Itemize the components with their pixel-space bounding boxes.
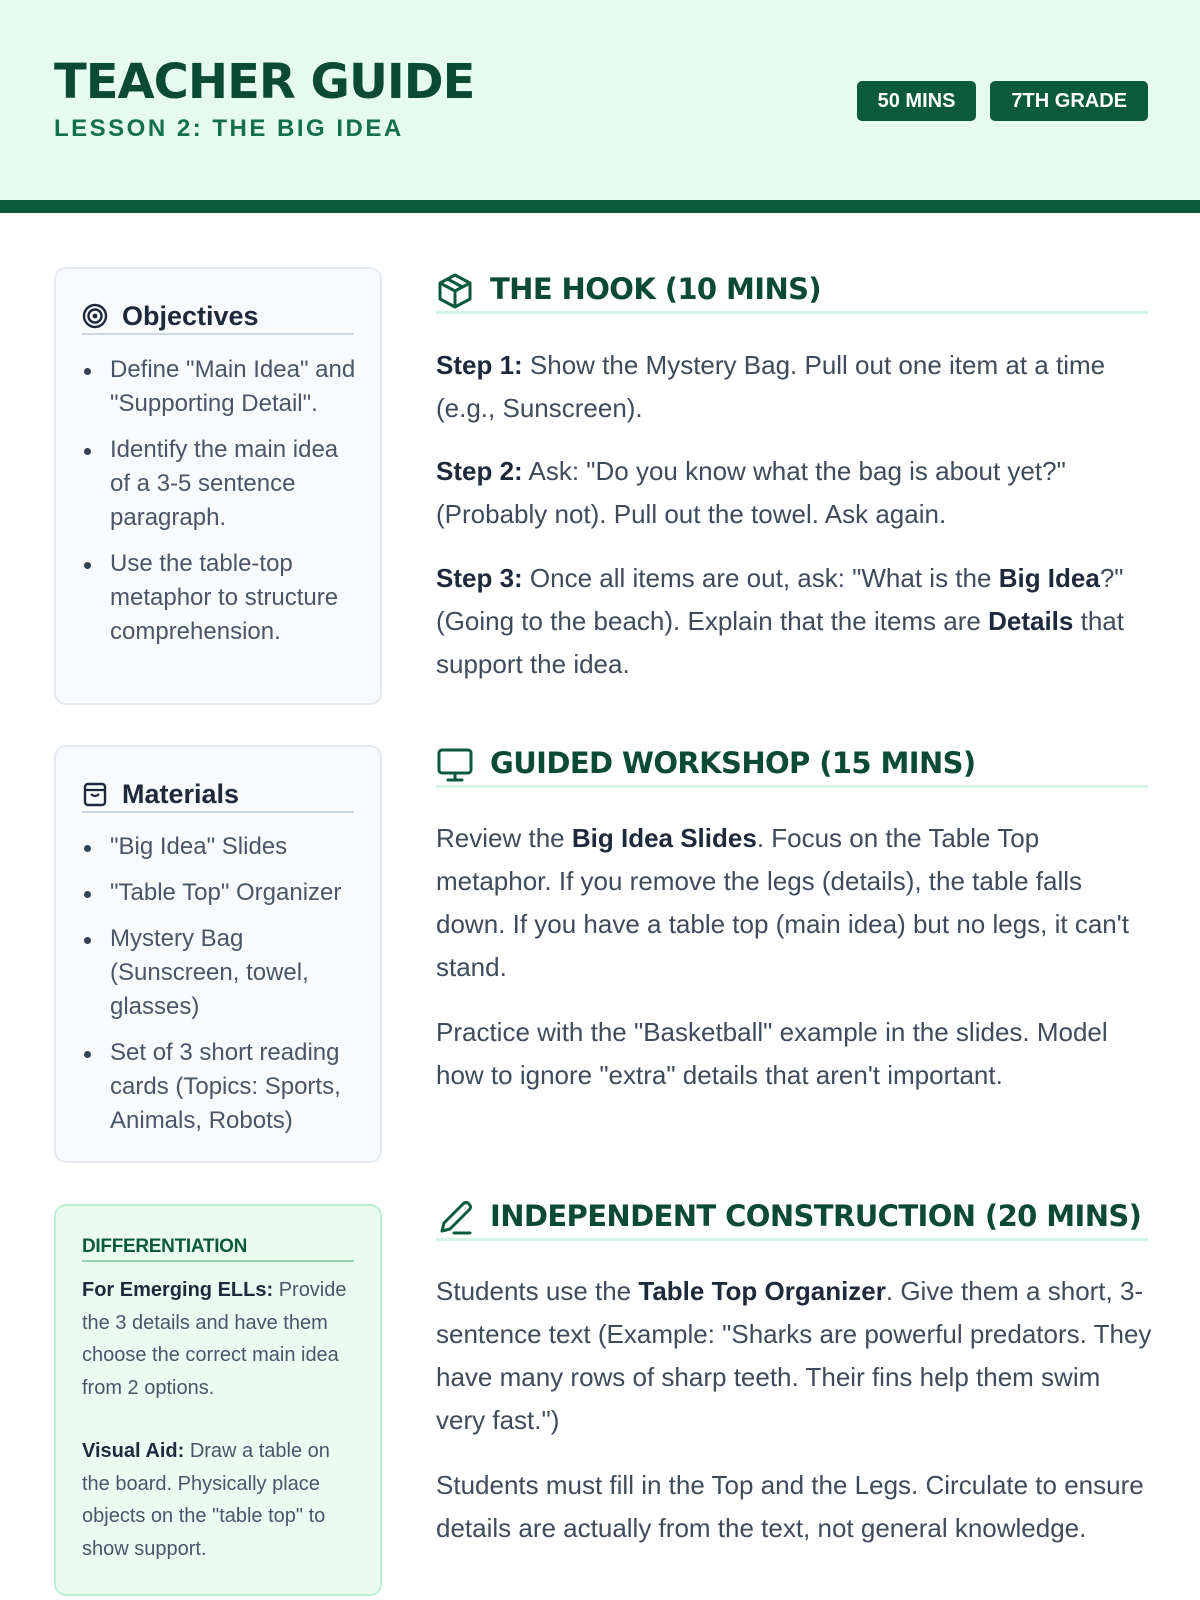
- paragraph-text: Review the: [436, 823, 565, 853]
- step-text: Ask: "Do you know what the bag is about yet?" (Probably not). Pull out the towel. Ask again.: [436, 456, 1066, 529]
- header-divider: [0, 200, 1200, 213]
- big-idea-term: Big Idea: [998, 563, 1100, 593]
- ell-paragraph: [82, 1274, 354, 1404]
- materials-title: Materials: [122, 778, 240, 809]
- step-text: Once all items are out, ask: "What is the: [529, 563, 992, 593]
- page-title: TEACHER GUIDE: [54, 54, 475, 110]
- paragraph-text: . Give them a short, 3-sentence text (Example: "Sharks are powerful predators. They have many rows of sharp teeth. Their fins help them swim very fast."): [436, 1276, 1152, 1435]
- step-label: Step 3:: [436, 563, 523, 593]
- independent-title: INDEPENDENT CONSTRUCTION (20 MINS): [490, 1199, 1142, 1233]
- hook-title: THE HOOK (10 MINS): [490, 272, 822, 306]
- ell-text: Provide the 3 details and have them choose the correct main idea from 2 options.: [82, 1279, 347, 1399]
- visual-aid-text: Draw a table on the board. Physically place objects on the "table top" to show support.: [82, 1440, 330, 1560]
- grade-badge: 7TH GRADE: [990, 81, 1148, 121]
- paragraph-text: Students use the: [436, 1276, 632, 1306]
- objectives-list: [82, 353, 358, 661]
- guided-heading: [436, 744, 1148, 788]
- paragraph-text: . Focus on the Table Top metaphor. If you remove the legs (details), the table falls down. If you have a table top (main idea) but no legs, it can't stand.: [436, 823, 1129, 982]
- list-item: Identify the main idea of a 3-5 sentence paragraph.: [82, 433, 358, 535]
- pencil-icon: [436, 1199, 474, 1237]
- badge-group: [857, 81, 1148, 121]
- step-label: Step 1:: [436, 350, 523, 380]
- hook-step-3: [436, 557, 1152, 686]
- materials-card: [54, 745, 382, 1163]
- differentiation-card: [54, 1204, 382, 1596]
- slides-term: Big Idea Slides: [571, 823, 757, 853]
- independent-paragraph-2: Students must fill in the Top and the Legs. Circulate to ensure details are actually from the text, not general knowledge.: [436, 1470, 1144, 1543]
- hook-heading: [436, 270, 1148, 314]
- objectives-card: [54, 267, 382, 705]
- target-icon: [82, 303, 108, 329]
- visual-aid-label: Visual Aid:: [82, 1440, 185, 1462]
- objectives-title: Objectives: [122, 300, 259, 331]
- hook-step-1: [436, 344, 1152, 430]
- guided-paragraph-2: Practice with the "Basketball" example in the slides. Model how to ignore "extra" details that aren't important.: [436, 1017, 1108, 1090]
- header: [0, 0, 1200, 200]
- differentiation-title: DIFFERENTIATION: [82, 1236, 354, 1262]
- details-term: Details: [988, 606, 1074, 636]
- list-item: Define "Main Idea" and "Supporting Detail".: [82, 353, 358, 421]
- lesson-subtitle: LESSON 2: THE BIG IDEA: [54, 115, 404, 142]
- independent-paragraph-1: [436, 1270, 1152, 1442]
- guided-paragraph-1: [436, 817, 1152, 989]
- list-item: "Table Top" Organizer: [82, 876, 358, 910]
- visual-aid-paragraph: [82, 1435, 354, 1565]
- guided-title: GUIDED WORKSHOP (15 MINS): [490, 746, 976, 780]
- materials-header: [82, 777, 354, 813]
- list-item: Set of 3 short reading cards (Topics: Sports, Animals, Robots): [82, 1036, 358, 1138]
- hook-step-2: [436, 450, 1152, 536]
- independent-heading: [436, 1197, 1148, 1241]
- objectives-header: [82, 299, 354, 335]
- step-text: ?" (Going to the beach). Explain that the items are: [436, 563, 1124, 636]
- duration-badge: 50 MINS: [857, 81, 977, 121]
- list-item: Mystery Bag (Sunscreen, towel, glasses): [82, 922, 358, 1024]
- list-item: Use the table-top metaphor to structure comprehension.: [82, 547, 358, 649]
- ell-label: For Emerging ELLs:: [82, 1279, 274, 1301]
- step-label: Step 2:: [436, 456, 523, 486]
- bag-icon: [82, 781, 108, 807]
- monitor-icon: [436, 746, 474, 784]
- materials-list: [82, 830, 358, 1150]
- step-text: that support the idea.: [436, 606, 1124, 679]
- step-text: Show the Mystery Bag. Pull out one item at a time (e.g., Sunscreen).: [436, 350, 1106, 423]
- list-item: "Big Idea" Slides: [82, 830, 358, 864]
- organizer-term: Table Top Organizer: [638, 1276, 886, 1306]
- box-icon: [436, 272, 474, 310]
